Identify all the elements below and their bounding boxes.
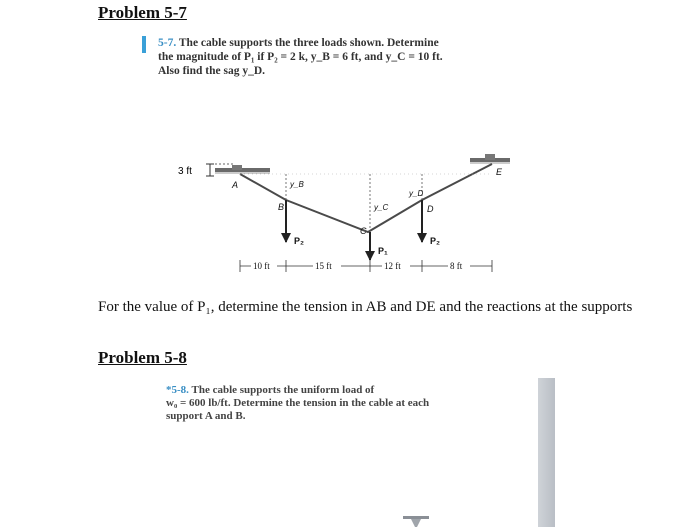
dim-label-10ft: 10 ft: [253, 261, 270, 271]
problem-number: 5-7.: [158, 37, 177, 49]
statement-5-8-line-1-text: The cable supports the uniform load of: [191, 384, 375, 396]
label-C: C: [360, 226, 367, 236]
load-label-P2-right: P₂: [430, 236, 441, 246]
problem-5-8-number: *5-8.: [166, 384, 189, 396]
load-label-P1: P₁: [378, 246, 388, 256]
dim-label-12ft: 12 ft: [384, 261, 401, 271]
label-E: E: [496, 167, 503, 177]
support-left: [215, 165, 270, 173]
statement-line-1: [158, 36, 443, 50]
cable: [240, 164, 492, 232]
statement-5-8-line-1: [166, 384, 429, 397]
statement-line-1-text: The cable supports the three loads shown. Determine: [178, 37, 439, 49]
load-label-P2-left: P₂: [294, 236, 305, 246]
statement-5-8-text: [166, 384, 429, 423]
statement-5-8-line-2: w₀ = 600 lb/ft. Determine the tension in the cable at each: [166, 397, 430, 409]
problem-5-7-heading: Problem 5-7: [98, 3, 187, 22]
support-icon: [403, 516, 429, 527]
label-A: A: [232, 180, 239, 190]
problem-5-8-heading: Problem 5-8: [98, 348, 187, 367]
statement-line-3: Also find the sag y_D.: [158, 65, 266, 77]
problem-5-8-statement: [160, 378, 555, 527]
problem-5-7-statement: [140, 30, 560, 90]
statement-text: [158, 36, 443, 78]
statement-5-8-line-3: support A and B.: [166, 410, 246, 422]
support-right: [470, 154, 510, 163]
dim-label-8ft: 8 ft: [450, 261, 463, 271]
statement-marker: [142, 36, 146, 53]
label-yB: y_B: [290, 180, 304, 189]
statement-line-2: the magnitude of P₁ if P₂ = 2 k, y_B = 6 ft, and y_C = 10 ft.: [158, 51, 443, 63]
dim-label-15ft: 15 ft: [315, 261, 332, 271]
label-yD: y_D: [409, 189, 424, 198]
cable-figure: [160, 150, 530, 285]
label-yC: y_C: [374, 203, 389, 212]
question-text: For the value of P₁, determine the tension in AB and DE and the reactions at the supports: [98, 299, 633, 315]
label-D: D: [427, 204, 434, 214]
label-3ft: 3 ft: [178, 166, 192, 177]
label-B: B: [278, 202, 285, 212]
page-edge-shadow: [538, 378, 555, 527]
